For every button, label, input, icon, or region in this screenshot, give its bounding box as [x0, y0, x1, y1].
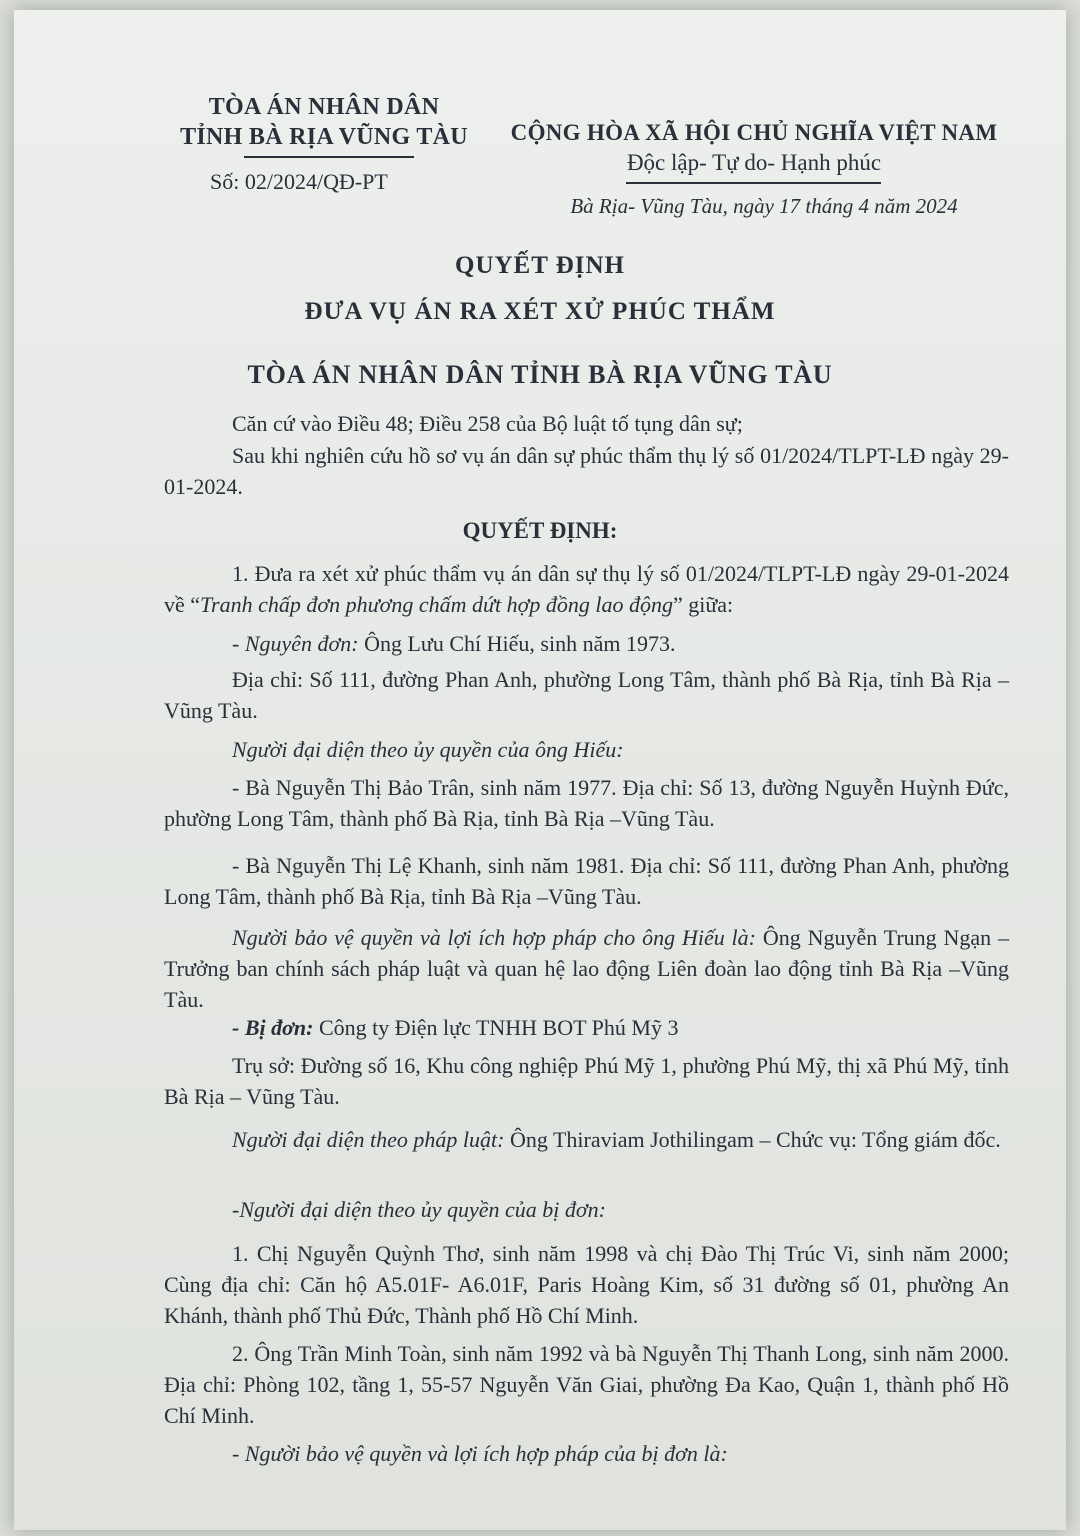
plaintiff-rep-2: - Bà Nguyễn Thị Lệ Khanh, sinh năm 1981. Địa chỉ: Số 111, đường Phan Anh, phường Long Tâm, thành phố Bà Rịa, tỉnh Bà Rịa –Vũng Tàu. — [164, 853, 1009, 909]
item1-prefix: 1. Đưa ra xét xử phúc thẩm vụ án dân sự thụ lý số 01/2024/TLPT-LĐ ngày 29-01-2024 về “ — [164, 561, 1009, 617]
defendant-address: Trụ sở: Đường số 16, Khu công nghiệp Phú Mỹ 1, phường Phú Mỹ, thị xã Phú Mỹ, tỉnh Bà Rịa – Vũng Tàu. — [164, 1053, 1009, 1109]
decision-subject: ĐƯA VỤ ÁN RA XÉT XỬ PHÚC THẨM — [304, 298, 776, 325]
defendant-auth-rep-1: 1. Chị Nguyễn Quỳnh Thơ, sinh năm 1998 và chị Đào Thị Trúc Vi, sinh năm 2000; Cùng địa chỉ: Căn hộ A5.01F- A6.01F, Paris Hoàng Kim, số 31 đường số 01, phường An Khánh, thành phố Thủ Đức, Thành phố Hồ Chí Minh. — [164, 1241, 1009, 1328]
defendant-protector-heading — [164, 1438, 1009, 1469]
plaintiff-rep-1: - Bà Nguyễn Thị Bảo Trân, sinh năm 1977. Địa chỉ: Số 13, đường Nguyễn Huỳnh Đức, phường Long Tâm, thành phố Bà Rịa, tỉnh Bà Rịa –Vũng Tàu. — [164, 775, 1009, 831]
defendant-label: - Bị đơn: — [232, 1015, 314, 1040]
nation-motto: Độc lập- Tự do- Hạnh phúc — [626, 150, 882, 175]
plaintiff-protector-label: Người bảo vệ quyền và lợi ích hợp pháp cho ông Hiếu là: — [232, 925, 756, 950]
defendant-auth-rep-heading — [164, 1194, 1009, 1225]
nation-name: CỘNG HÒA XÃ HỘI CHỦ NGHĨA VIỆT NAM — [510, 120, 998, 145]
defendant-legal-rep-text: Ông Thiraviam Jothilingam – Chức vụ: Tổng giám đốc. — [504, 1127, 1001, 1152]
defendant-protector-heading-text: - Người bảo vệ quyền và lợi ích hợp pháp của bị đơn là: — [232, 1441, 728, 1466]
court-underline — [244, 156, 414, 158]
defendant-legal-rep-label: Người đại diện theo pháp luật: — [232, 1127, 505, 1152]
case-review-statement: Sau khi nghiên cứu hồ sơ vụ án dân sự phúc thẩm thụ lý số 01/2024/TLPT-LĐ ngày 29-01-2024. — [164, 443, 1009, 499]
plaintiff-address: Địa chỉ: Số 111, đường Phan Anh, phường Long Tâm, thành phố Bà Rịa, tỉnh Bà Rịa –Vũng Tàu. — [164, 667, 1009, 723]
plaintiff-name: Ông Lưu Chí Hiếu, sinh năm 1973. — [358, 631, 676, 656]
plaintiff-label: - Nguyên đơn: — [232, 631, 359, 656]
legal-basis: Căn cứ vào Điều 48; Điều 258 của Bộ luật tố tụng dân sự; — [232, 411, 743, 436]
defendant-auth-rep-2: 2. Ông Trần Minh Toàn, sinh năm 1992 và bà Nguyễn Thị Thanh Long, sinh năm 2000. Địa chỉ: Phòng 102, tầng 1, 55-57 Nguyễn Văn Giai, phường Đa Kao, Quận 1, thành phố Hồ Chí Minh. — [164, 1341, 1009, 1428]
decision-heading: QUYẾT ĐỊNH: — [462, 518, 618, 543]
plaintiff — [164, 628, 1009, 659]
motto-underline — [626, 182, 881, 184]
defendant-name: Công ty Điện lực TNHH BOT Phú Mỹ 3 — [313, 1015, 679, 1040]
decision-title: QUYẾT ĐỊNH — [455, 252, 625, 279]
court-name-line2: TỈNH BÀ RỊA VŨNG TÀU — [180, 124, 468, 150]
court-name-line1: TÒA ÁN NHÂN DÂN — [208, 94, 440, 120]
case-name: Tranh chấp đơn phương chấm dứt hợp đồng lao động — [200, 592, 673, 617]
decision-item-1 — [164, 558, 1009, 620]
document-number: Số: 02/2024/QĐ-PT — [210, 169, 388, 194]
item1-suffix: ” giữa: — [672, 592, 734, 617]
plaintiff-protector-text: Ông Nguyễn Trung Ngạn – Trưởng ban chính sách pháp luật và quan hệ lao động Liên đoàn lao động tỉnh Bà Rịa –Vũng Tàu. — [164, 925, 1009, 1012]
issuing-court: TÒA ÁN NHÂN DÂN TỈNH BÀ RỊA VŨNG TÀU — [247, 360, 833, 389]
plaintiff-rep-heading — [164, 734, 1009, 765]
plaintiff-protector — [164, 922, 1009, 1015]
defendant — [164, 1012, 1009, 1043]
defendant-auth-rep-heading-text: -Người đại diện theo ủy quyền của bị đơn: — [232, 1197, 606, 1222]
document-page — [14, 10, 1066, 1530]
defendant-legal-rep — [164, 1124, 1009, 1155]
plaintiff-rep-heading-text: Người đại diện theo ủy quyền của ông Hiếu: — [232, 737, 624, 762]
place-and-date: Bà Rịa- Vũng Tàu, ngày 17 tháng 4 năm 2024 — [570, 194, 958, 218]
